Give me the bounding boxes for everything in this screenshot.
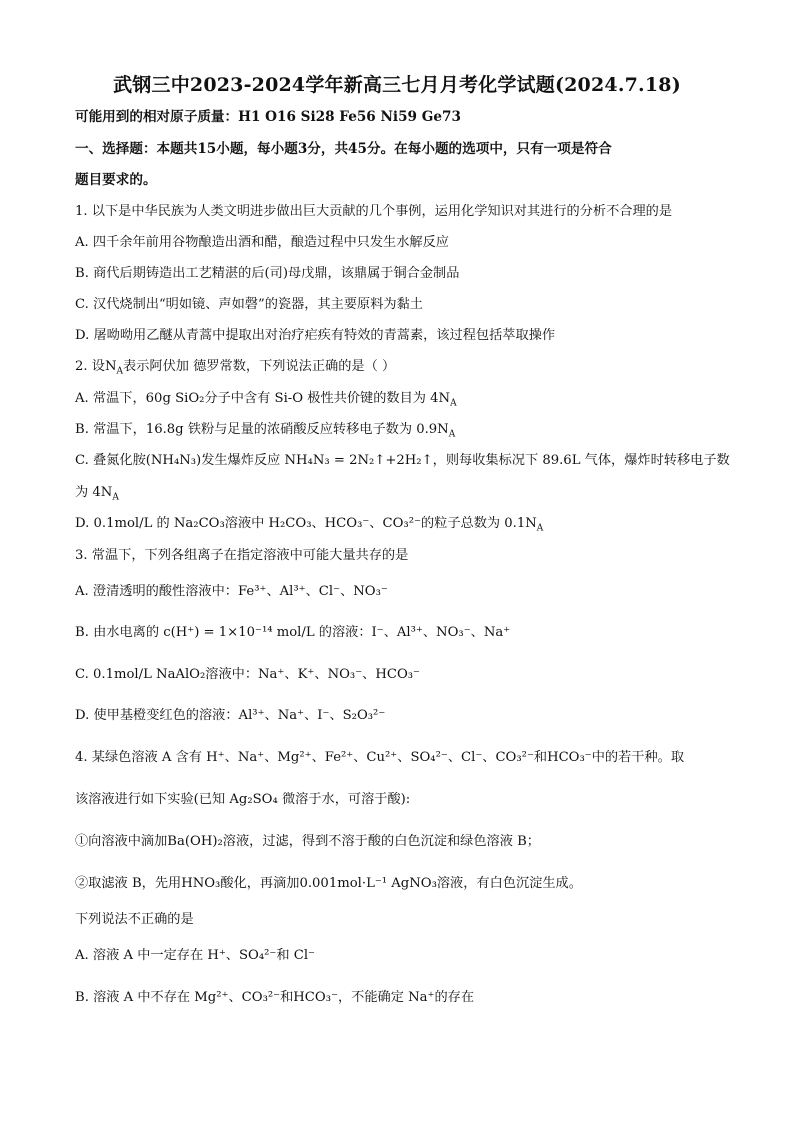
exam-title: 武钢三中2023-2024学年新高三七月月考化学试题(2024.7.18) (113, 74, 681, 96)
q2-option-a (75, 390, 725, 408)
q2-option-d (75, 515, 725, 533)
q3-option-a: A. 澄清透明的酸性溶液中：Fe³⁺、Al³⁺、Cl⁻、NO₃⁻ (75, 584, 388, 599)
q2-option-b-text: B. 常温下，16.8g 铁粉与足量的浓硝酸反应转移电子数为 0.9N (75, 422, 449, 437)
q2-stem-start: 2. 设N (75, 359, 117, 374)
q1-option-c: C. 汉代烧制出“明如镜、声如磬”的瓷器，其主要原料为黏土 (75, 297, 423, 312)
q2-stem (75, 358, 725, 376)
q2-option-c-line2 (75, 484, 725, 502)
q2-stem-subscript: A (116, 366, 124, 377)
q4-stem-line1: 4. 某绿色溶液 A 含有 H⁺、Na⁺、Mg²⁺、Fe²⁺、Cu²⁺、SO₄²⁻、Cl⁻、CO₃²⁻和HCO₃⁻中的若干种。取 (75, 750, 685, 765)
q2-option-d-text: D. 0.1mol/L 的 Na₂CO₃溶液中 H₂CO₃、HCO₃⁻、CO₃²⁻的粒子总数为 0.1N (75, 516, 537, 531)
q1-stem: 1. 以下是中华民族为人类文明进步做出巨大贡献的几个事例，运用化学知识对其进行的分析不合理的是 (75, 204, 673, 219)
q2-option-b-subscript: A (448, 429, 456, 440)
q3-option-b: B. 由水电离的 c(H⁺) = 1×10⁻¹⁴ mol/L 的溶液：I⁻、Al³⁺、NO₃⁻、Na⁺ (75, 625, 511, 640)
q2-option-c-subscript: A (112, 492, 119, 503)
q2-stem-end: 表示阿伏加 德罗常数，下列说法正确的是（ ） (123, 359, 396, 374)
section-heading-line2: 题目要求的。 (75, 172, 157, 188)
q1-option-d: D. 屠呦呦用乙醚从青蒿中提取出对治疗疟疾有特效的青蒿素，该过程包括萃取操作 (75, 328, 556, 343)
q3-option-d: D. 使甲基橙变红色的溶液：Al³⁺、Na⁺、I⁻、S₂O₃²⁻ (75, 708, 386, 723)
q2-option-c-line1: C. 叠氮化胺(NH₄N₃)发生爆炸反应 NH₄N₃ = 2N₂↑+2H₂↑，则每收集标况下 89.6L 气体，爆炸时转移电子数 (75, 453, 730, 468)
q4-step1: ①向溶液中滴加Ba(OH)₂溶液，过滤，得到不溶于酸的白色沉淀和绿色溶液 B； (75, 834, 540, 849)
q2-option-c-line2-text: 为 4N (75, 485, 113, 500)
q4-ask: 下列说法不正确的是 (75, 912, 194, 927)
q4-option-b: B. 溶液 A 中不存在 Mg²⁺、CO₃²⁻和HCO₃⁻，不能确定 Na⁺的存在 (75, 990, 475, 1005)
q3-stem: 3. 常温下，下列各组离子在指定溶液中可能大量共存的是 (75, 548, 409, 563)
section-heading-line1: 一、选择题：本题共15小题，每小题3分，共45分。在每小题的选项中，只有一项是符合 (75, 141, 612, 157)
q2-option-a-subscript: A (450, 398, 457, 409)
q1-option-a: A. 四千余年前用谷物酿造出酒和醋，酿造过程中只发生水解反应 (75, 235, 449, 250)
q2-option-a-text: A. 常温下，60g SiO₂分子中含有 Si-O 极性共价键的数目为 4N (75, 391, 451, 406)
q4-stem-line2: 该溶液进行如下实验(已知 Ag₂SO₄ 微溶于水，可溶于酸): (75, 792, 411, 807)
atomic-masses-line: 可能用到的相对原子质量：H1 O16 Si28 Fe56 Ni59 Ge73 (75, 109, 461, 125)
q4-option-a: A. 溶液 A 中一定存在 H⁺、SO₄²⁻和 Cl⁻ (75, 948, 315, 963)
q2-option-d-subscript: A (536, 523, 544, 534)
q1-option-b: B. 商代后期铸造出工艺精湛的后(司)母戊鼎，该鼎属于铜合金制品 (75, 266, 460, 281)
q4-step2: ②取滤液 B，先用HNO₃酸化，再滴加0.001mol·L⁻¹ AgNO₃溶液，有白色沉淀生成。 (75, 876, 582, 891)
q2-option-b (75, 421, 725, 439)
q3-option-c: C. 0.1mol/L NaAlO₂溶液中：Na⁺、K⁺、NO₃⁻、HCO₃⁻ (75, 667, 421, 682)
